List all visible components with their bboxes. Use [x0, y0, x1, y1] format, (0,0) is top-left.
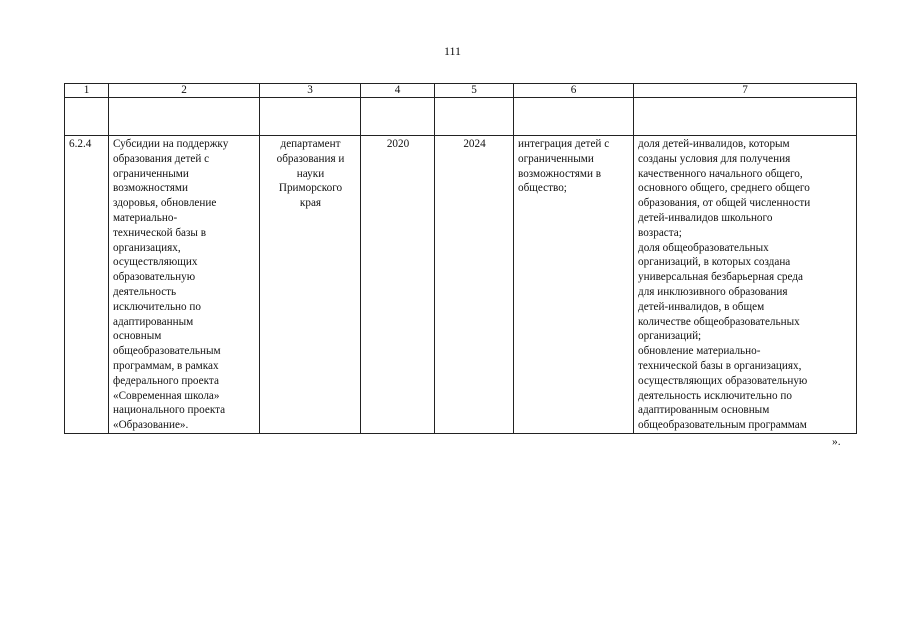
text-line: Субсидии на поддержку: [113, 138, 229, 150]
text-line: обновление материально-: [638, 345, 761, 358]
column-header: 4: [361, 84, 435, 98]
text-line: основным: [113, 330, 162, 343]
text-line: основного общего, среднего общего: [638, 182, 810, 195]
column-header: 3: [260, 84, 361, 98]
empty-cell: [634, 98, 857, 136]
text-line: возможностями: [113, 182, 188, 195]
text-line: созданы условия для получения: [638, 152, 791, 165]
column-header: 6: [514, 84, 634, 98]
text-line: интеграция детей с: [518, 138, 610, 150]
text-line: адаптированным основным: [638, 404, 770, 417]
table-row: [65, 136, 857, 434]
text-line: образовательную: [113, 271, 196, 284]
text-line: национального проекта: [113, 404, 226, 417]
text-line: федерального проекта: [113, 374, 219, 387]
text-line: возраста;: [638, 226, 682, 239]
column-header: 1: [65, 84, 109, 98]
indicators: [634, 136, 856, 433]
text-line: образования и: [276, 152, 345, 165]
empty-cell: [109, 98, 260, 136]
closing-quote: ».: [832, 436, 841, 448]
text-line: здоровья, обновление: [113, 197, 217, 210]
text-line: доля общеобразовательных: [638, 241, 769, 254]
text-line: материально-: [113, 211, 178, 224]
column-header: 5: [435, 84, 514, 98]
text-line: осуществляющих образовательную: [638, 374, 808, 387]
end-year: 2024: [463, 138, 486, 150]
text-line: общеобразовательным: [113, 345, 221, 358]
text-line: осуществляющих: [113, 256, 198, 269]
text-line: исключительно по: [113, 300, 202, 313]
text-line: организаций;: [638, 330, 702, 343]
text-line: программам, в рамках: [113, 359, 219, 372]
executor-cell: [260, 136, 361, 434]
empty-cell: [514, 98, 634, 136]
text-line: технической базы в: [113, 226, 207, 239]
text-line: департамент: [280, 138, 341, 150]
text-line: «Образование».: [113, 419, 189, 432]
text-line: детей-инвалидов школьного: [638, 211, 773, 224]
text-line: общество;: [518, 182, 567, 195]
expected-result-cell: [514, 136, 634, 434]
measures-table: [64, 83, 857, 434]
text-line: образования детей с: [113, 152, 210, 165]
executor: [260, 136, 360, 211]
empty-cell: [65, 98, 109, 136]
text-line: технической базы в организациях,: [638, 359, 802, 372]
text-line: науки: [296, 167, 325, 180]
text-line: количестве общеобразовательных: [638, 315, 800, 328]
text-line: для инклюзивного образования: [638, 285, 788, 298]
text-line: края: [299, 197, 322, 210]
text-line: «Современная школа»: [113, 389, 220, 402]
text-line: деятельность: [113, 285, 177, 298]
page-number: 111: [443, 44, 462, 58]
end-year-cell: [435, 136, 514, 434]
start-year-cell: [361, 136, 435, 434]
text-line: образования, от общей численности: [638, 197, 811, 210]
text-line: ограниченными: [113, 167, 189, 180]
text-line: универсальная безбарьерная среда: [638, 271, 803, 284]
text-line: Приморского: [278, 182, 343, 195]
header-row: [65, 84, 857, 98]
text-line: деятельность исключительно по: [638, 389, 792, 402]
empty-cell: [260, 98, 361, 136]
measure-name-cell: [109, 136, 260, 434]
expected-result: [514, 136, 633, 196]
row-number-cell: [65, 136, 109, 434]
empty-row: [65, 98, 857, 136]
text-line: возможностями в: [518, 167, 602, 180]
text-line: организациях,: [113, 241, 181, 254]
start-year: 2020: [386, 138, 410, 150]
text-line: организаций, в которых создана: [638, 256, 791, 269]
empty-cell: [435, 98, 514, 136]
empty-cell: [361, 98, 435, 136]
column-header: 2: [109, 84, 260, 98]
text-line: детей-инвалидов, в общем: [638, 300, 765, 313]
text-line: общеобразовательным программам: [638, 419, 807, 432]
text-line: адаптированным: [113, 315, 194, 328]
text-line: качественного начального общего,: [638, 167, 803, 180]
indicators-cell: [634, 136, 857, 434]
text-line: доля детей-инвалидов, которым: [638, 138, 790, 150]
row-number: 6.2.4: [69, 138, 92, 150]
text-line: ограниченными: [518, 152, 594, 165]
column-header: 7: [634, 84, 857, 98]
measure-name: [109, 136, 259, 433]
